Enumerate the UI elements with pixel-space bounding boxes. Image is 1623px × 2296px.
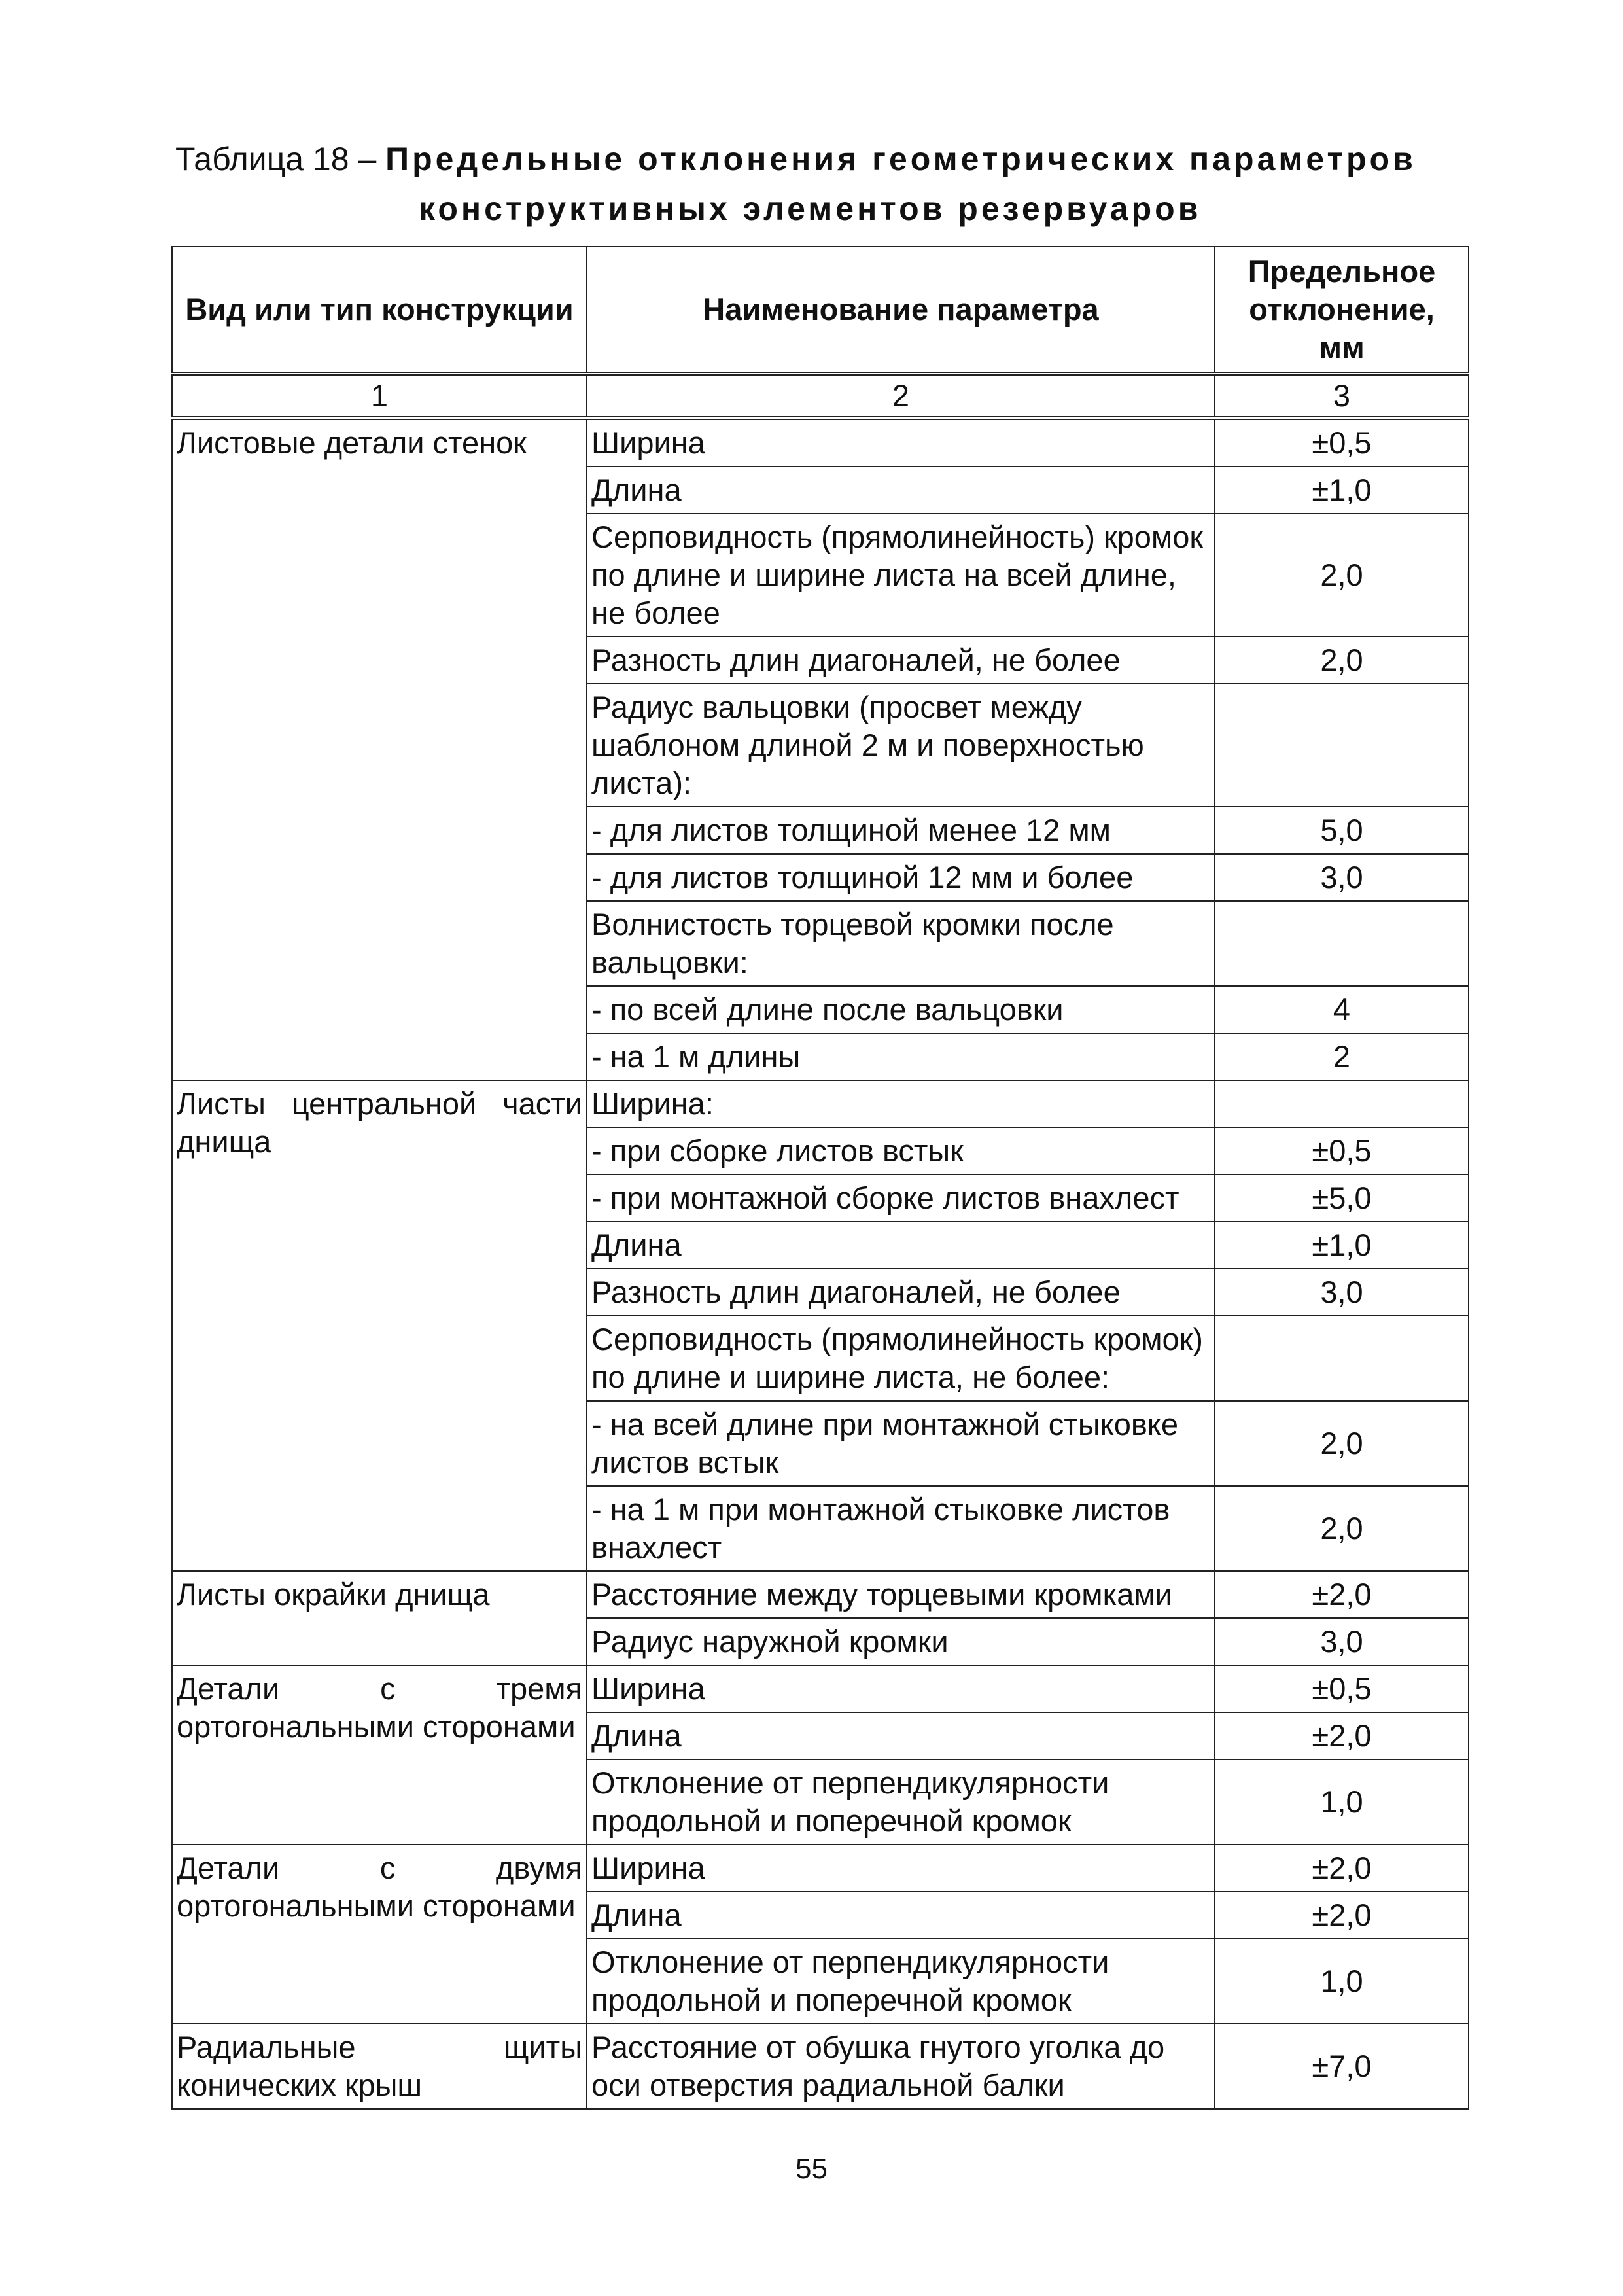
parameter-cell: Разность длин диагоналей, не более — [587, 637, 1215, 684]
deviation-value-cell — [1215, 1080, 1469, 1127]
tolerances-table — [171, 246, 1469, 2110]
parameter-cell: - при сборке листов встык — [587, 1127, 1215, 1174]
parameter-cell: Длина — [587, 467, 1215, 514]
parameter-cell: Длина — [587, 1712, 1215, 1759]
column-number: 1 — [172, 374, 587, 418]
deviation-value-cell: 1,0 — [1215, 1759, 1469, 1845]
parameter-cell: Ширина — [587, 418, 1215, 467]
table-caption — [175, 134, 1471, 234]
construction-type-cell: Листы окрайки днища — [172, 1571, 587, 1665]
parameter-cell: Волнистость торцевой кромки после вальцовки: — [587, 901, 1215, 986]
deviation-value-cell: ±1,0 — [1215, 1222, 1469, 1269]
caption-title-line1: Предельные отклонения геометрических параметров — [385, 141, 1416, 177]
deviation-value-cell: ±0,5 — [1215, 1127, 1469, 1174]
parameter-cell: - для листов толщиной менее 12 мм — [587, 807, 1215, 854]
column-number: 2 — [587, 374, 1215, 418]
deviation-value-cell: ±0,5 — [1215, 418, 1469, 467]
table-body — [172, 418, 1469, 2109]
column-number-row — [172, 374, 1469, 418]
deviation-value-cell — [1215, 1316, 1469, 1401]
header-parameter: Наименование параметра — [587, 247, 1215, 374]
parameter-cell: Серповидность (прямолинейность кромок) по длине и ширине листа, не более: — [587, 1316, 1215, 1401]
parameter-cell: Длина — [587, 1892, 1215, 1939]
parameter-cell: Расстояние от обушка гнутого уголка до оси отверстия радиальной балки — [587, 2024, 1215, 2109]
caption-title-line2: конструктивных элементов резервуаров — [419, 190, 1202, 227]
parameter-cell: Отклонение от перпендикулярности продольной и поперечной кромок — [587, 1939, 1215, 2024]
header-deviation: Предельное отклонение, мм — [1215, 247, 1469, 374]
parameter-cell: Радиус наружной кромки — [587, 1618, 1215, 1665]
parameter-cell: - по всей длине после вальцовки — [587, 986, 1215, 1033]
deviation-value-cell: 5,0 — [1215, 807, 1469, 854]
deviation-value-cell: 2,0 — [1215, 637, 1469, 684]
deviation-value-cell: 2 — [1215, 1033, 1469, 1080]
parameter-cell: - на 1 м при монтажной стыковке листов внахлест — [587, 1486, 1215, 1571]
deviation-value-cell: ±7,0 — [1215, 2024, 1469, 2109]
parameter-cell: - на всей длине при монтажной стыковке листов встык — [587, 1401, 1215, 1486]
deviation-value-cell: 3,0 — [1215, 1269, 1469, 1316]
page-number: 55 — [795, 2153, 828, 2185]
table-row — [172, 418, 1469, 467]
construction-type-cell: Листовые детали стенок — [172, 418, 587, 1080]
parameter-cell: Радиус вальцовки (просвет между шаблоном длиной 2 м и поверхностью листа): — [587, 684, 1215, 807]
deviation-value-cell: ±2,0 — [1215, 1892, 1469, 1939]
caption-lead: Таблица 18 – — [175, 141, 386, 177]
parameter-cell: Ширина — [587, 1665, 1215, 1712]
deviation-value-cell: 2,0 — [1215, 1401, 1469, 1486]
deviation-value-cell: 3,0 — [1215, 854, 1469, 901]
deviation-value-cell: ±5,0 — [1215, 1174, 1469, 1222]
parameter-cell: Отклонение от перпендикулярности продольной и поперечной кромок — [587, 1759, 1215, 1845]
parameter-cell: Разность длин диагоналей, не более — [587, 1269, 1215, 1316]
parameter-cell: Ширина — [587, 1845, 1215, 1892]
column-number: 3 — [1215, 374, 1469, 418]
table-row — [172, 2024, 1469, 2109]
deviation-value-cell: ±2,0 — [1215, 1712, 1469, 1759]
construction-type-cell: Детали с двумя ортогональными сторонами — [172, 1845, 587, 2024]
deviation-value-cell: ±1,0 — [1215, 467, 1469, 514]
header-type: Вид или тип конструкции — [172, 247, 587, 374]
deviation-value-cell: 3,0 — [1215, 1618, 1469, 1665]
deviation-value-cell: 2,0 — [1215, 514, 1469, 637]
parameter-cell: Серповидность (прямолинейность) кромок по длине и ширине листа на всей длине, не более — [587, 514, 1215, 637]
deviation-value-cell: ±2,0 — [1215, 1845, 1469, 1892]
table-row — [172, 1571, 1469, 1618]
table-row — [172, 1665, 1469, 1712]
deviation-value-cell: 2,0 — [1215, 1486, 1469, 1571]
parameter-cell: - при монтажной сборке листов внахлест — [587, 1174, 1215, 1222]
construction-type-cell: Радиальные щиты конических крыш — [172, 2024, 587, 2109]
parameter-cell: - для листов толщиной 12 мм и более — [587, 854, 1215, 901]
deviation-value-cell: ±2,0 — [1215, 1571, 1469, 1618]
deviation-value-cell: 1,0 — [1215, 1939, 1469, 2024]
construction-type-cell: Детали с тремя ортогональными сторонами — [172, 1665, 587, 1845]
deviation-value-cell — [1215, 684, 1469, 807]
deviation-value-cell — [1215, 901, 1469, 986]
parameter-cell: Расстояние между торцевыми кромками — [587, 1571, 1215, 1618]
deviation-value-cell: 4 — [1215, 986, 1469, 1033]
table-row — [172, 1845, 1469, 1892]
parameter-cell: Длина — [587, 1222, 1215, 1269]
deviation-value-cell: ±0,5 — [1215, 1665, 1469, 1712]
table-header-row — [172, 247, 1469, 374]
parameter-cell: - на 1 м длины — [587, 1033, 1215, 1080]
table-row — [172, 1080, 1469, 1127]
construction-type-cell: Листы центральной части днища — [172, 1080, 587, 1571]
parameter-cell: Ширина: — [587, 1080, 1215, 1127]
